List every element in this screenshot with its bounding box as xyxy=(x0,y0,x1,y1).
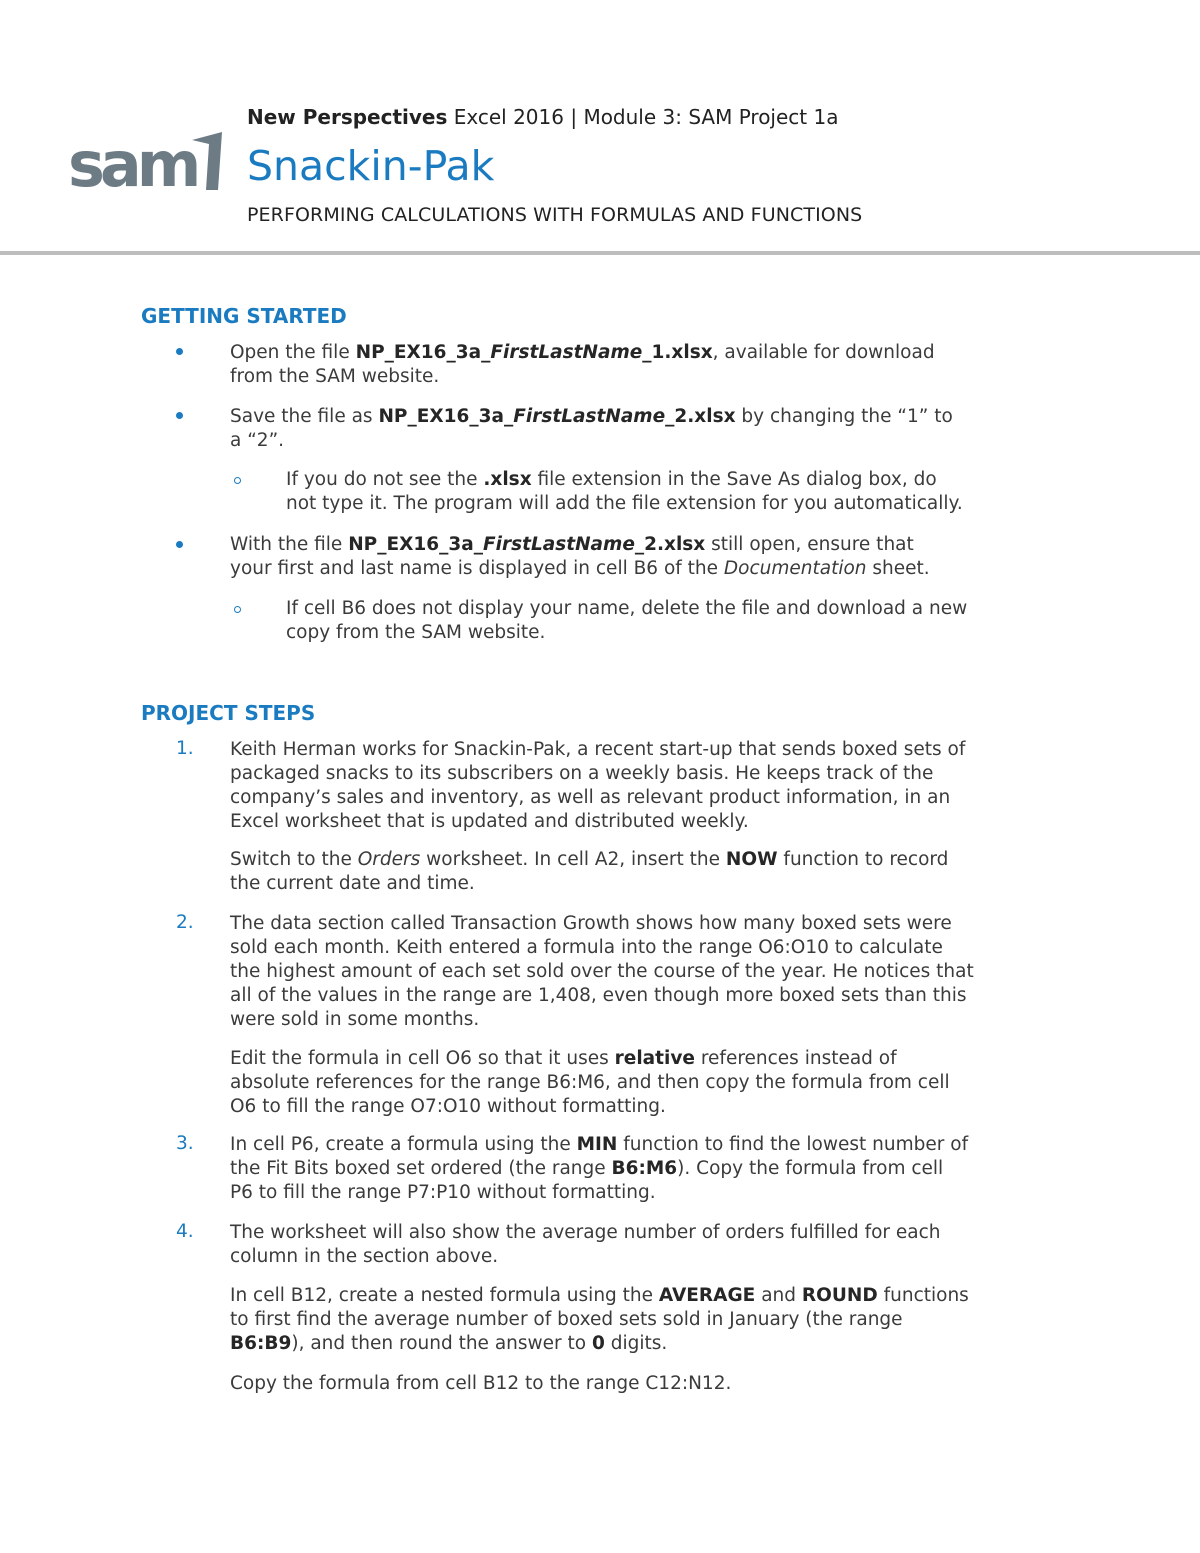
sub-bullet-marker xyxy=(234,606,241,613)
page-subtitle: PERFORMING CALCULATIONS WITH FORMULAS AND FUNCTIONS xyxy=(247,204,863,226)
step-1-text: Keith Herman works for Snackin-Pak, a recent start-up that sends boxed sets of packaged snacks to its subscribers on a weekly basis. He keeps track of the company’s sales and inventory, as well as relevant product information, in an Excel worksheet that is updated and distributed weekly. xyxy=(230,739,966,832)
step-2-text: The data section called Transaction Growth shows how many boxed sets were sold each month. Keith entered a formula into the range O6:O10 to calculate the highest amount of each set sold over the course of the year. He notices that all of the values in the range are 1,408, even though more boxed sets than this were sold in some months. xyxy=(230,913,974,1030)
sub-bullet-marker xyxy=(234,477,241,484)
getting-started-heading: GETTING STARTED xyxy=(141,304,347,328)
step-number: 3. xyxy=(176,1133,194,1154)
page-title: Snackin-Pak xyxy=(247,142,495,190)
sam-logo-swoosh xyxy=(192,132,222,190)
bullet-marker xyxy=(176,541,183,548)
sam-logo-text: sam xyxy=(68,128,197,194)
getting-started-item-1: Open the file NP_EX16_3a_FirstLastName_1.xlsx, available for download from the SAM website. xyxy=(230,342,935,387)
step-number: 2. xyxy=(176,912,194,933)
getting-started-subitem-1: If you do not see the .xlsx file extension in the Save As dialog box, do not type it. The program will add the file extension for you automatically. xyxy=(286,469,963,514)
step-3-text: In cell P6, create a formula using the MIN function to find the lowest number of the Fit Bits boxed set ordered (the range B6:M6). Copy the formula from cell P6 to fill the range P7:P10 without formatting. xyxy=(230,1134,969,1203)
bullet-marker xyxy=(176,412,183,419)
sam-logo xyxy=(66,128,226,194)
step-4-copy-instruction: Copy the formula from cell B12 to the range C12:N12. xyxy=(230,1373,732,1394)
header-series: New Perspectives Excel 2016 | Module 3: SAM Project 1a xyxy=(247,105,839,129)
getting-started-item-2: Save the file as NP_EX16_3a_FirstLastName_2.xlsx by changing the “1” to a “2”. xyxy=(230,406,953,451)
getting-started-item-3: With the file NP_EX16_3a_FirstLastName_2.xlsx still open, ensure that your first and last name is displayed in cell B6 of the Documentation sheet. xyxy=(230,534,930,579)
step-4-text: The worksheet will also show the average number of orders fulfilled for each column in the section above. xyxy=(230,1222,941,1267)
bullet-marker xyxy=(176,348,183,355)
step-1-instruction: Switch to the Orders worksheet. In cell A2, insert the NOW function to record the current date and time. xyxy=(230,849,949,894)
step-4-instruction: In cell B12, create a nested formula using the AVERAGE and ROUND functions to first find the average number of boxed sets sold in January (the range B6:B9), and then round the answer to 0 digits. xyxy=(230,1285,969,1354)
header-divider xyxy=(0,251,1200,255)
step-number: 4. xyxy=(176,1221,194,1242)
step-2-instruction: Edit the formula in cell O6 so that it uses relative references instead of absolute references for the range B6:M6, and then copy the formula from cell O6 to fill the range O7:O10 without formatting. xyxy=(230,1048,950,1117)
getting-started-subitem-2: If cell B6 does not display your name, delete the file and download a new copy from the SAM website. xyxy=(286,598,968,643)
step-number: 1. xyxy=(176,738,194,759)
project-steps-heading: PROJECT STEPS xyxy=(141,701,316,725)
